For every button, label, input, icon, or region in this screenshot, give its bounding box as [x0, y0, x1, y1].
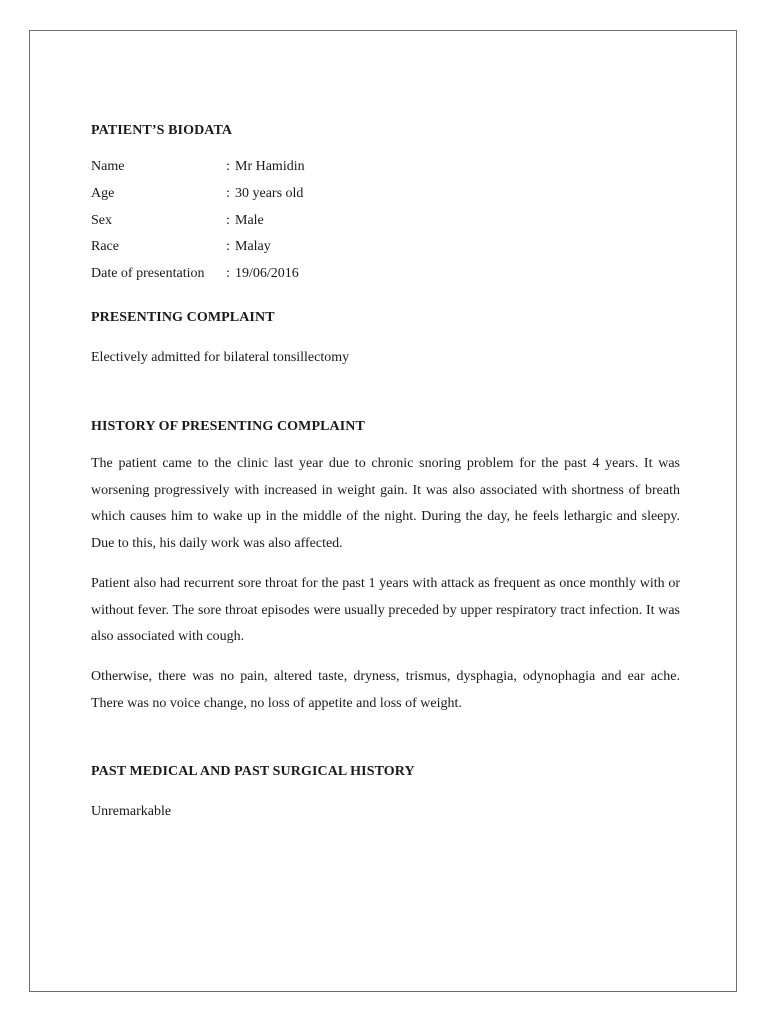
biodata-value: Mr Hamidin — [235, 159, 305, 174]
past-history-heading: PAST MEDICAL AND PAST SURGICAL HISTORY — [91, 764, 415, 780]
history-paragraph-1: The patient came to the clinic last year due to chronic snoring problem for the past 4 years. It was worsening progressively with increased in weight gain. It was also associated with shortness of breath which causes him to wake up in the middle of the night. During the day, he feels lethargic and sleepy. Due to this, his daily work was also affected. — [91, 455, 680, 552]
document-content — [91, 123, 680, 820]
biodata-row-sex — [91, 213, 680, 240]
biodata-label: Sex — [91, 212, 112, 228]
biodata-label: Race — [91, 239, 119, 255]
document-page — [29, 30, 737, 992]
biodata-separator: : — [226, 159, 230, 174]
biodata-table — [91, 159, 680, 293]
biodata-separator: : — [226, 212, 230, 228]
biodata-value: Male — [235, 212, 264, 228]
biodata-heading: PATIENT’S BIODATA — [91, 123, 233, 138]
biodata-value: Malay — [235, 239, 271, 255]
past-history-text: Unremarkable — [91, 804, 172, 820]
biodata-row-name — [91, 159, 680, 186]
biodata-value: 30 years old — [235, 185, 304, 201]
biodata-value: 19/06/2016 — [235, 266, 299, 282]
history-paragraph-3: Otherwise, there was no pain, altered taste, dryness, trismus, dysphagia, odynophagia and ear ache. There was no voice change, no loss of appetite and loss of weight. — [91, 668, 680, 711]
biodata-row-date — [91, 266, 680, 293]
biodata-separator: : — [226, 239, 230, 255]
presenting-complaint-text: Electively admitted for bilateral tonsillectomy — [91, 349, 350, 365]
history-heading: HISTORY OF PRESENTING COMPLAINT — [91, 418, 365, 434]
biodata-row-age — [91, 186, 680, 213]
history-paragraph-2: Patient also had recurrent sore throat for the past 1 years with attack as frequent as once monthly with or without fever. The sore throat episodes were usually preceded by upper respiratory tract infection. It was also associated with cough. — [91, 575, 680, 645]
biodata-row-race — [91, 239, 680, 266]
biodata-label: Age — [91, 185, 115, 201]
biodata-separator: : — [226, 185, 230, 201]
biodata-separator: : — [226, 266, 230, 282]
biodata-label: Name — [91, 159, 125, 174]
biodata-label: Date of presentation — [91, 266, 205, 282]
presenting-complaint-heading: PRESENTING COMPLAINT — [91, 309, 275, 325]
